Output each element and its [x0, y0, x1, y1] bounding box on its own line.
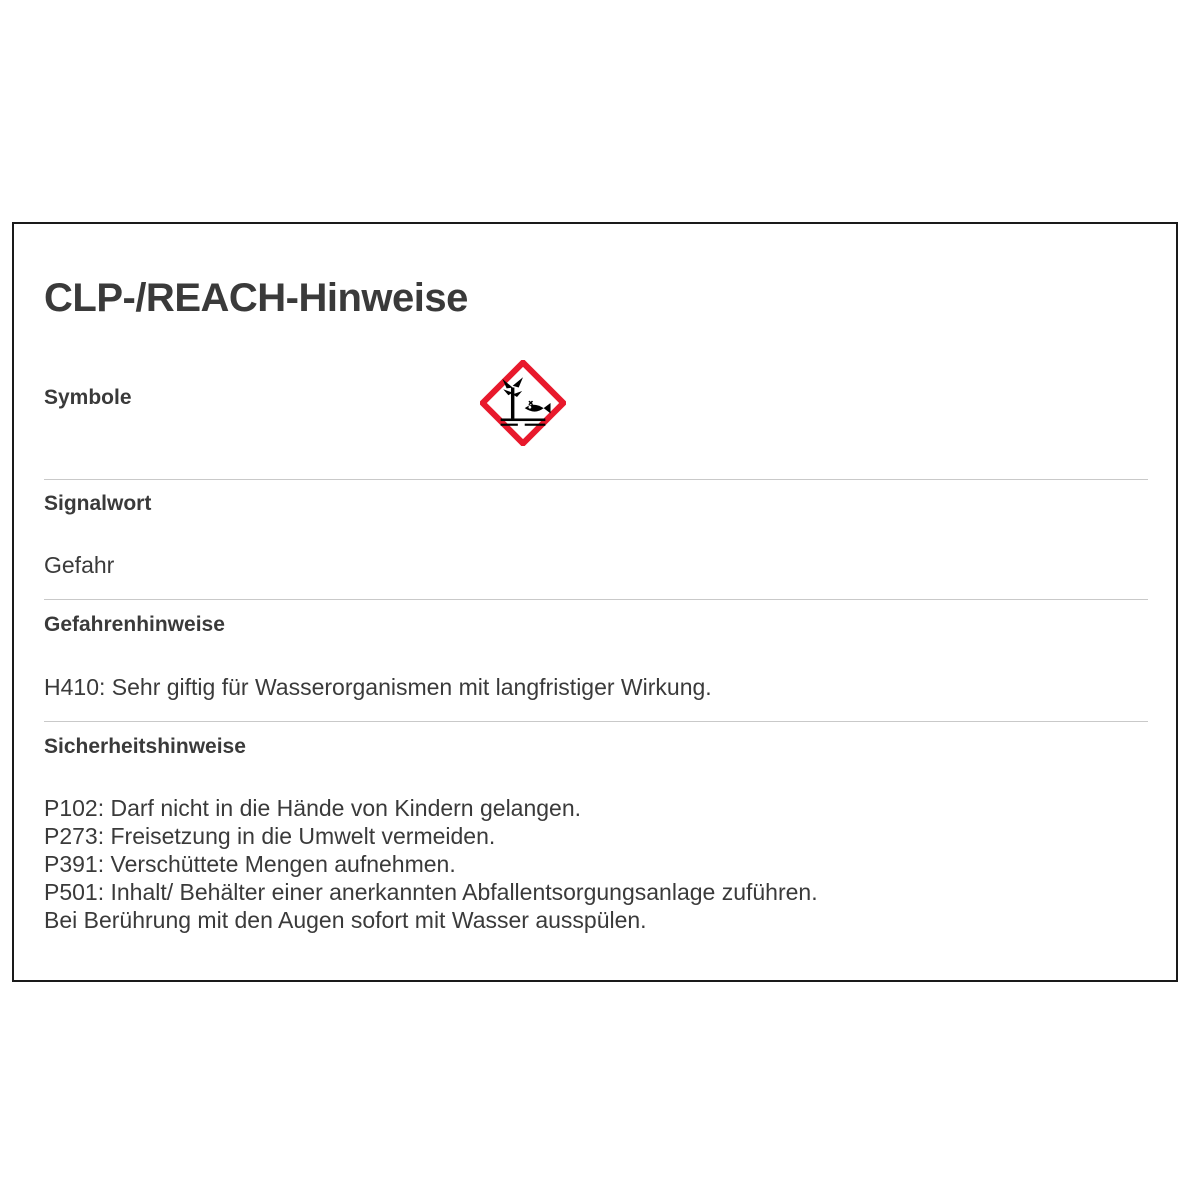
precaution-line: P501: Inhalt/ Behälter einer anerkannten Abfallentsorgungsanlage zuführen.: [44, 879, 818, 906]
divider-3: [44, 721, 1148, 722]
page-title: CLP-/REACH-Hinweise: [44, 276, 468, 320]
section-heading-sicherheitshinweise: Sicherheitshinweise: [44, 735, 246, 758]
precaution-line: P391: Verschüttete Mengen aufnehmen.: [44, 851, 456, 878]
divider-2: [44, 599, 1148, 600]
section-body-sicherheitshinweise: [44, 794, 818, 934]
panel-content: [32, 224, 1158, 980]
clp-reach-panel: [12, 222, 1178, 982]
precaution-line: Bei Berührung mit den Augen sofort mit Wasser ausspülen.: [44, 907, 647, 934]
section-body-gefahrenhinweise: H410: Sehr giftig für Wasserorganismen mit langfristiger Wirkung.: [44, 674, 712, 700]
pictogram-container: [480, 360, 566, 446]
precaution-line: P102: Darf nicht in die Hände von Kindern gelangen.: [44, 795, 582, 821]
divider-1: [44, 479, 1148, 480]
section-heading-signalwort: Signalwort: [44, 492, 152, 515]
precaution-line: P273: Freisetzung in die Umwelt vermeiden.: [44, 823, 496, 850]
ghs09-environment-icon: [480, 360, 566, 446]
section-body-signalwort: Gefahr: [44, 552, 115, 578]
section-heading-gefahrenhinweise: Gefahrenhinweise: [44, 613, 225, 636]
symbols-label: Symbole: [44, 386, 132, 409]
